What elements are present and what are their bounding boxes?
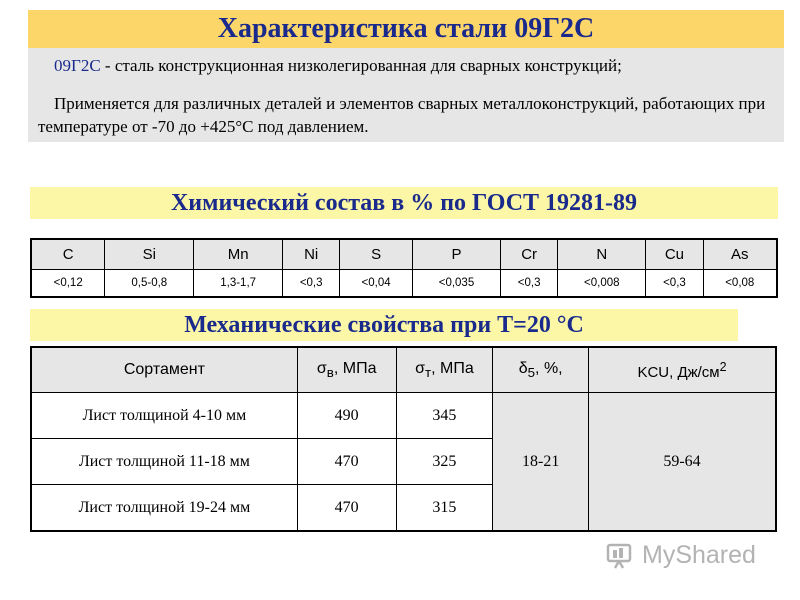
- description-line-1-text: - сталь конструкционная низколегированная для сварных конструкций;: [100, 56, 622, 75]
- chem-header: Ni: [283, 239, 340, 270]
- chem-value: <0,04: [340, 270, 413, 298]
- header-sortament: Сортамент: [31, 347, 297, 393]
- chem-value: <0,3: [283, 270, 340, 298]
- header-sigma-v: [297, 347, 396, 393]
- sigma-t-cell: 315: [396, 485, 493, 532]
- mechanical-heading-text: Механические свойства при Т=20 °С: [184, 312, 584, 338]
- delta-cell: 18-21: [493, 393, 589, 532]
- kcu-superscript: 2: [719, 359, 727, 374]
- delta-symbol: δ: [518, 359, 528, 377]
- chem-header: Cu: [646, 239, 703, 270]
- sigma-v-unit: , МПа: [333, 359, 377, 377]
- chem-header: Mn: [194, 239, 283, 270]
- chem-header: C: [31, 239, 105, 270]
- chem-value: <0,035: [412, 270, 500, 298]
- sortament-cell: Лист толщиной 4-10 мм: [31, 393, 297, 439]
- chem-value: <0,12: [31, 270, 105, 298]
- chemical-values-row: [31, 270, 777, 298]
- chem-header: P: [412, 239, 500, 270]
- sigma-t-unit: , МПа: [431, 359, 474, 377]
- sortament-cell: Лист толщиной 11-18 мм: [31, 439, 297, 485]
- delta-unit: , %,: [535, 359, 563, 377]
- sigma-v-cell: 490: [297, 393, 396, 439]
- myshared-watermark: [606, 538, 756, 572]
- header-sigma-t: [396, 347, 493, 393]
- chem-value: <0,08: [703, 270, 777, 298]
- chem-header: Cr: [501, 239, 558, 270]
- chem-header: Si: [105, 239, 194, 270]
- page-title: Характеристика стали 09Г2С: [217, 13, 595, 44]
- myshared-logo-icon: [606, 541, 636, 569]
- chemical-header-row: [31, 239, 777, 270]
- sigma-t-cell: 325: [396, 439, 493, 485]
- steel-name: 09Г2С: [54, 56, 101, 75]
- chemical-composition-table: [30, 238, 778, 298]
- mechanical-section-heading: [30, 309, 738, 341]
- chem-value: <0,3: [646, 270, 703, 298]
- watermark-text: MyShared: [642, 540, 756, 569]
- sigma-v-subscript: в: [326, 365, 334, 381]
- mechanical-properties-table: [30, 346, 777, 532]
- description-line-1: [54, 56, 622, 76]
- sigma-t-cell: 345: [396, 393, 493, 439]
- chem-header: As: [703, 239, 777, 270]
- chem-header: S: [340, 239, 413, 270]
- sigma-v-symbol: σ: [316, 359, 327, 377]
- header-kcu: [589, 347, 776, 393]
- table-row: [31, 393, 776, 439]
- kcu-cell: 59-64: [589, 393, 776, 532]
- chemical-section-heading: [30, 187, 778, 219]
- sigma-t-symbol: σ: [415, 359, 425, 377]
- sortament-cell: Лист толщиной 19-24 мм: [31, 485, 297, 532]
- chem-value: 1,3-1,7: [194, 270, 283, 298]
- chem-value: 0,5-0,8: [105, 270, 194, 298]
- chem-value: <0,008: [558, 270, 646, 298]
- description-line-2: Применяется для различных деталей и элементов сварных металлоконструкций, работающих при температуре от -70 до +425°С под давлением.: [38, 94, 766, 136]
- chem-value: <0,3: [501, 270, 558, 298]
- sigma-t-subscript: т: [425, 365, 432, 381]
- mechanical-header-row: [31, 347, 776, 393]
- title-bar: [28, 10, 784, 48]
- kcu-text: KCU, Дж/см: [637, 363, 720, 381]
- description-box: [28, 48, 784, 142]
- header-delta: [493, 347, 589, 393]
- delta-subscript: 5: [527, 365, 536, 381]
- chemical-heading-text: Химический состав в % по ГОСТ 19281-89: [170, 190, 638, 216]
- chem-header: N: [558, 239, 646, 270]
- sigma-v-cell: 470: [297, 439, 396, 485]
- sigma-v-cell: 470: [297, 485, 396, 532]
